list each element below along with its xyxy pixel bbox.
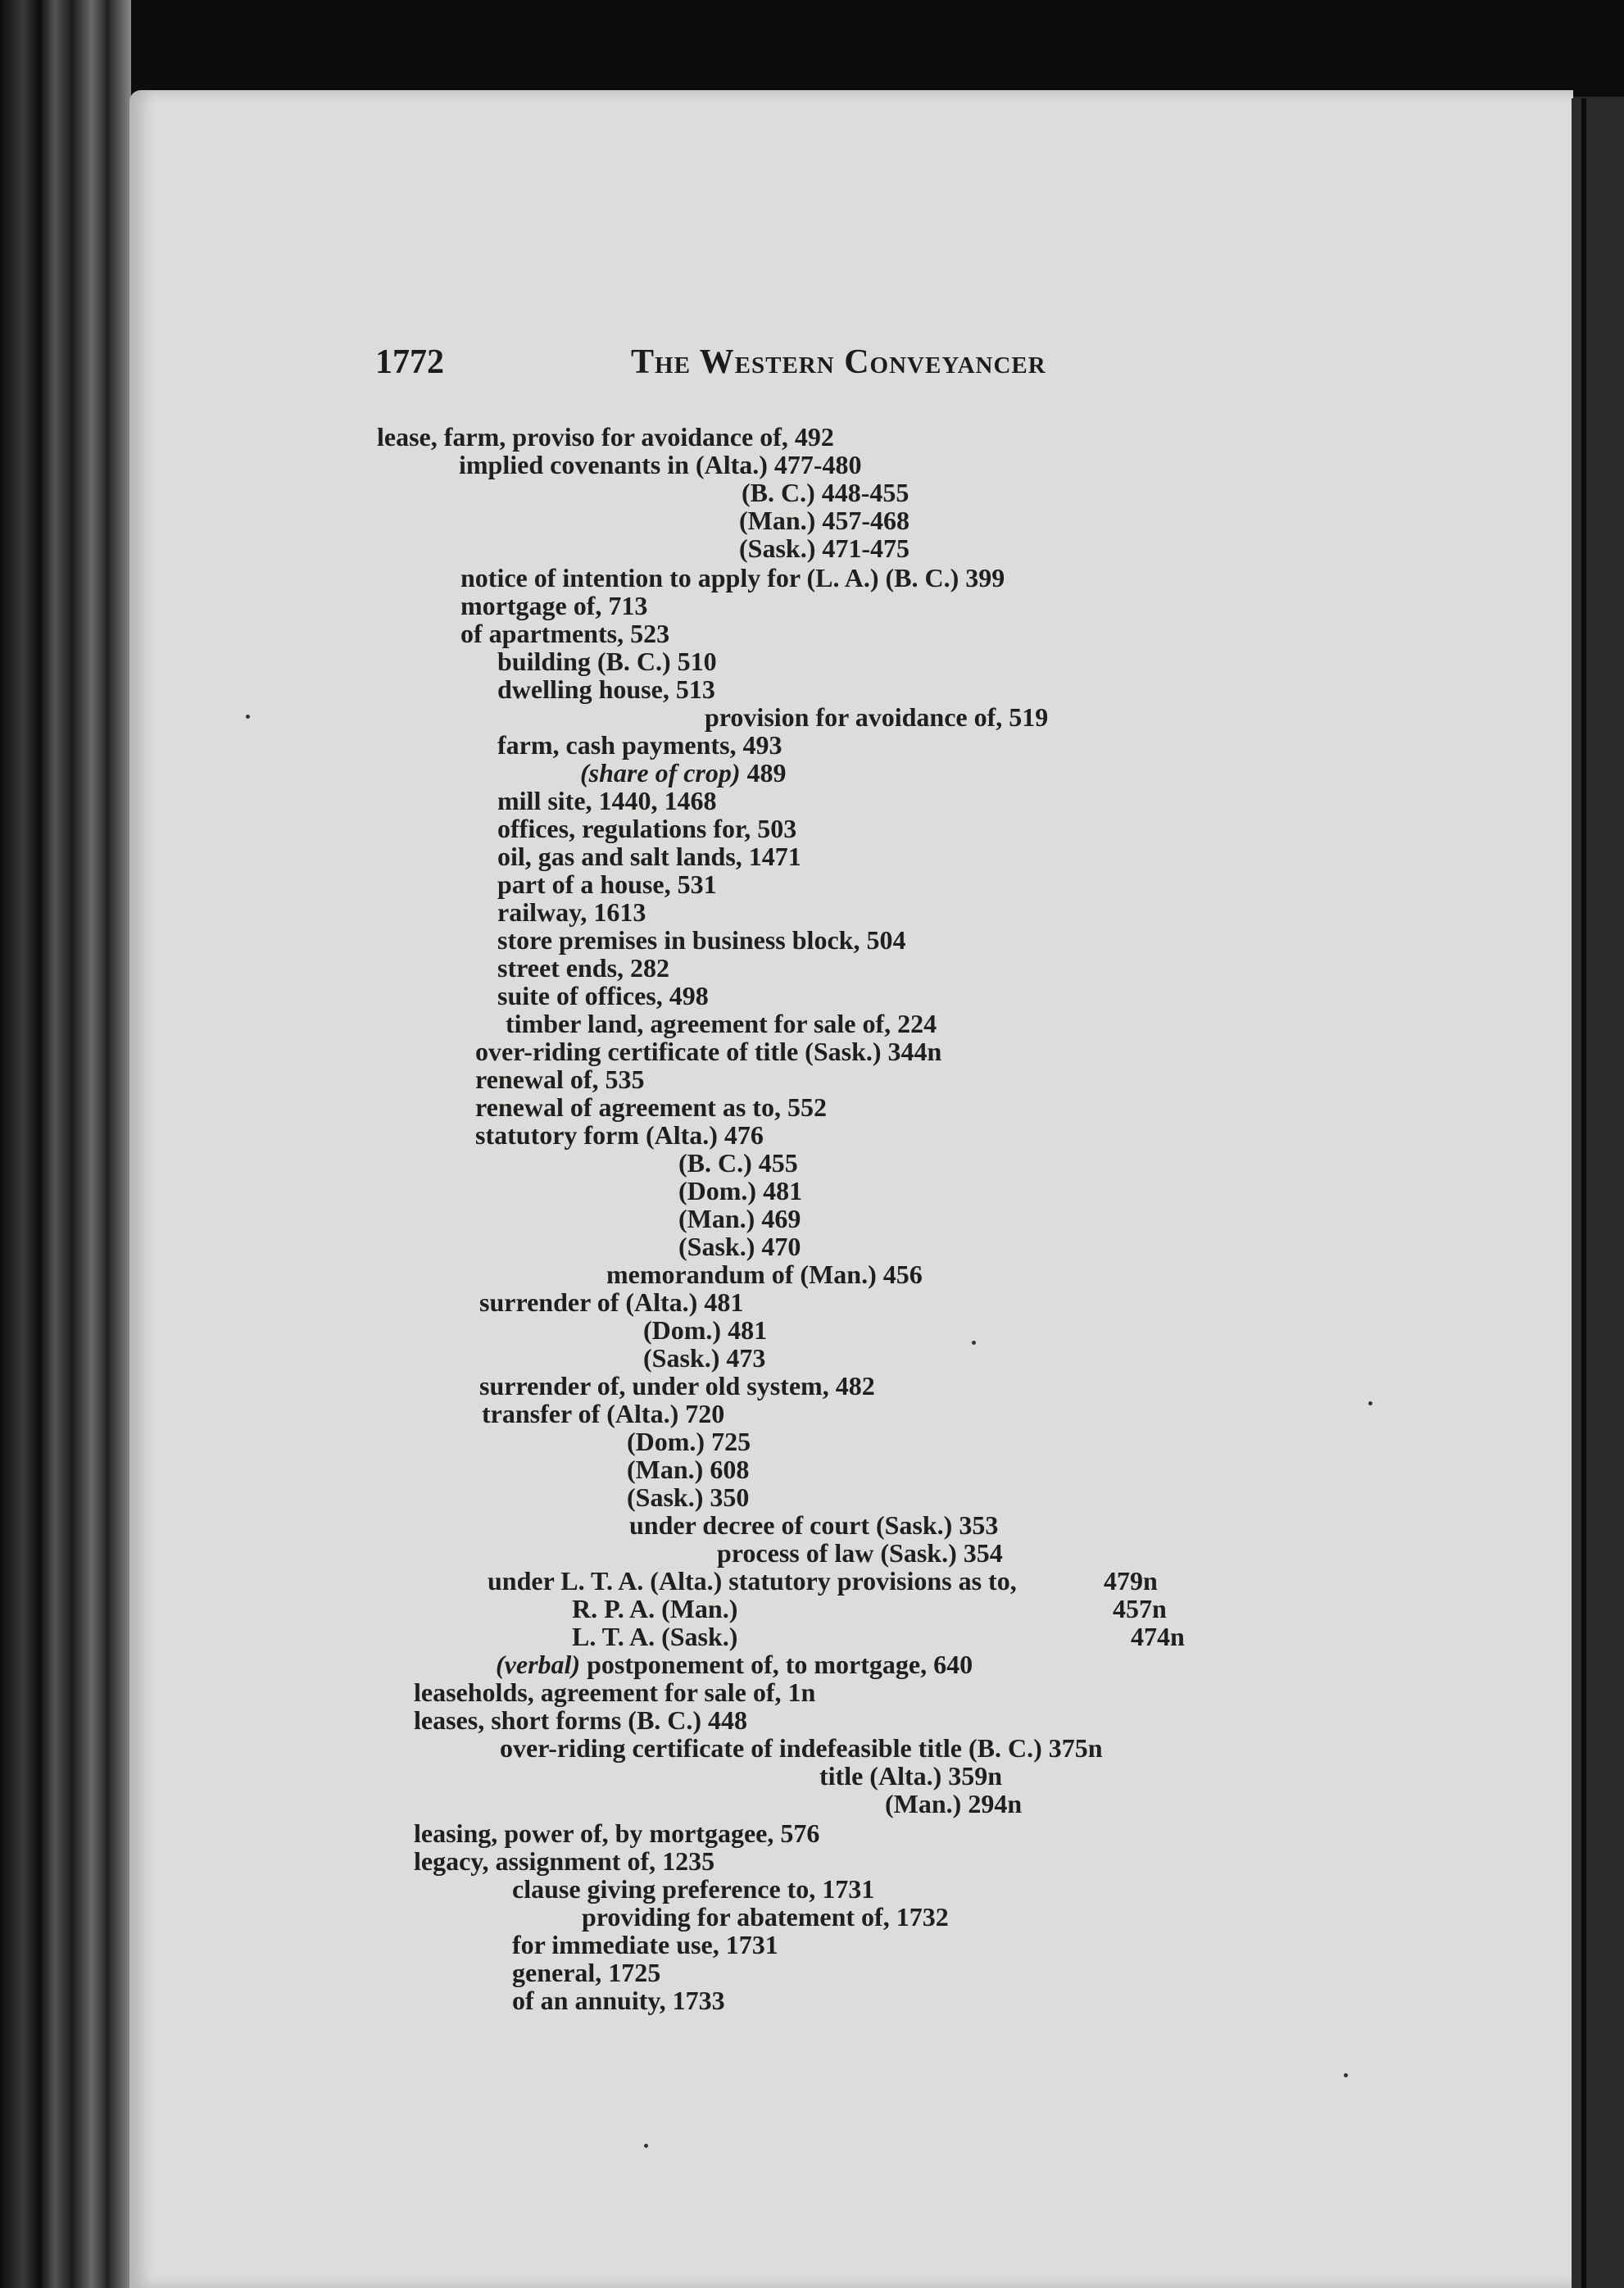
index-entry (512, 1986, 725, 2015)
index-entry (497, 647, 717, 676)
index-entry-text: renewal of, 535 (475, 1065, 645, 1094)
index-entry (497, 842, 801, 871)
index-entry (739, 533, 910, 563)
index-entry-text: leasing, power of, by mortgagee, 576 (414, 1818, 820, 1848)
index-entry (819, 1761, 1002, 1791)
index-entry-text: legacy, assignment of, 1235 (414, 1846, 715, 1876)
index-entry (643, 1343, 765, 1373)
index-entry-text: (Man.) 457-468 (739, 506, 910, 535)
index-entry-text: postponement of, to mortgage, 640 (580, 1650, 973, 1679)
index-entry (459, 450, 862, 479)
index-entry (885, 1789, 1022, 1818)
index-entry (500, 1733, 1103, 1763)
index-entry-text: memorandum of (Man.) 456 (606, 1260, 923, 1289)
index-entry-ref: 474n (1131, 1622, 1185, 1651)
index-entry-text: surrender of (Alta.) 481 (479, 1287, 744, 1317)
index-entry-text: mortgage of, 713 (460, 591, 648, 620)
scan-top-border (0, 0, 1624, 97)
index-entry (717, 1538, 1003, 1568)
index-entry-text: oil, gas and salt lands, 1471 (497, 842, 801, 871)
index-entry-text: renewal of agreement as to, 552 (475, 1092, 827, 1122)
scan-speck (1344, 2073, 1348, 2077)
index-entry (497, 897, 646, 927)
index-entry (678, 1204, 801, 1233)
index-entry (497, 674, 715, 704)
index-entry-text: notice of intention to apply for (L. A.) (B. C.) 399 (460, 563, 1005, 592)
index-entry-text: (Sask.) 471-475 (739, 533, 910, 563)
index-entry-text: over-riding certificate of indefeasible title (B. C.) 375n (500, 1733, 1103, 1763)
index-entry (627, 1455, 749, 1484)
index-entry-text: R. P. A. (Man.) (572, 1594, 738, 1623)
index-entry (497, 953, 669, 983)
index-entry-text: railway, 1613 (497, 897, 646, 927)
index-entry-italic: (verbal) (496, 1650, 581, 1679)
index-entry-text: over-riding certificate of title (Sask.) 344n (475, 1037, 942, 1066)
scan-speck (1368, 1401, 1372, 1405)
index-entry (414, 1705, 747, 1735)
index-entry (705, 702, 1048, 732)
index-entry-text: providing for abatement of, 1732 (582, 1902, 949, 1932)
index-entry-text: part of a house, 531 (497, 869, 717, 899)
index-entry-text: mill site, 1440, 1468 (497, 786, 717, 815)
index-entry (460, 619, 669, 648)
index-entry (678, 1148, 798, 1178)
index-entry-text: transfer of (Alta.) 720 (482, 1399, 725, 1428)
scan-speck (246, 715, 250, 719)
scan-right-border (1572, 98, 1624, 2288)
index-entry-text: suite of offices, 498 (497, 981, 709, 1010)
index-entry-text: leases, short forms (B. C.) 448 (414, 1705, 748, 1735)
index-entry-italic: (share of crop) (580, 758, 741, 788)
index-entry-text: lease, farm, proviso for avoidance of, 492 (377, 422, 834, 452)
index-entry (377, 422, 834, 452)
index-entry-ref: 479n (1104, 1566, 1158, 1596)
index-entry (479, 1371, 875, 1400)
index-entry-text: general, 1725 (512, 1958, 661, 1987)
index-entry-text: dwelling house, 513 (497, 674, 715, 704)
index-entry-text: (Sask.) 350 (627, 1482, 750, 1512)
index-entry-text: (Dom.) 481 (643, 1315, 768, 1345)
index-entry-text: leaseholds, agreement for sale of, 1n (414, 1677, 816, 1707)
index-entry (497, 730, 783, 760)
index-entry (643, 1315, 767, 1345)
index-entry-text: provision for avoidance of, 519 (705, 702, 1049, 732)
index-entry (739, 506, 910, 535)
index-entry-text: (Man.) 469 (678, 1204, 801, 1233)
index-entry (606, 1260, 923, 1289)
index-entry (572, 1622, 737, 1651)
index-entry-text: (Sask.) 473 (643, 1343, 766, 1373)
index-entry-text: of an annuity, 1733 (512, 1986, 725, 2015)
index-entry (497, 786, 717, 815)
index-entry (475, 1092, 827, 1122)
scan-speck (644, 2144, 648, 2148)
index-entry (479, 1287, 743, 1317)
index-entry-text: title (Alta.) 359n (819, 1761, 1003, 1791)
index-entry (414, 1846, 714, 1876)
index-entry-text: store premises in business block, 504 (497, 925, 906, 955)
index-entry-text: street ends, 282 (497, 953, 670, 983)
index-entry-text: (Man.) 294n (885, 1789, 1023, 1818)
index-entry (629, 1510, 998, 1540)
index-entry (582, 1902, 949, 1932)
index-entry (497, 925, 905, 955)
index-entry-text: L. T. A. (Sask.) (572, 1622, 738, 1651)
index-entry (414, 1677, 815, 1707)
index-entry-text: surrender of, under old system, 482 (479, 1371, 875, 1400)
index-entry (497, 981, 709, 1010)
index-entry-text: implied covenants in (Alta.) 477-480 (459, 450, 862, 479)
index-entry (497, 814, 796, 843)
index-entry-text: (Sask.) 470 (678, 1232, 801, 1261)
scan-speck (972, 1341, 976, 1345)
index-entry (460, 591, 647, 620)
index-entry (475, 1037, 941, 1066)
index-entry (627, 1427, 751, 1456)
index-entry-text: clause giving preference to, 1731 (512, 1874, 875, 1904)
index-entry-text: for immediate use, 1731 (512, 1930, 778, 1959)
index-entry-text: (B. C.) 455 (678, 1148, 798, 1178)
index-entry-text: of apartments, 523 (460, 619, 670, 648)
index-entry (482, 1399, 724, 1428)
index-entry (678, 1232, 801, 1261)
index-entry-text: farm, cash payments, 493 (497, 730, 783, 760)
index-entry-text: under L. T. A. (Alta.) statutory provisions as to, (488, 1566, 1017, 1596)
index-entry (512, 1958, 660, 1987)
index-entry (475, 1065, 644, 1094)
index-entry-text: (Dom.) 481 (678, 1176, 803, 1205)
index-entry (742, 478, 909, 507)
index-entry (678, 1176, 802, 1205)
index-entry (460, 563, 1005, 592)
index-entry (580, 758, 787, 788)
index-entry-text: process of law (Sask.) 354 (717, 1538, 1003, 1568)
index-entry-text: (Dom.) 725 (627, 1427, 751, 1456)
index-entry (512, 1874, 874, 1904)
index-entry (627, 1482, 749, 1512)
index-entry (496, 1650, 973, 1679)
index-entry-text: offices, regulations for, 503 (497, 814, 797, 843)
page-edge-line (1581, 98, 1586, 2288)
index-entry-text: under decree of court (Sask.) 353 (629, 1510, 999, 1540)
index-entry-ref: 457n (1113, 1594, 1167, 1623)
book-binding (0, 0, 131, 2288)
index-entry-text: timber land, agreement for sale of, 224 (506, 1009, 937, 1038)
index-entry (506, 1009, 937, 1038)
index-entry (512, 1930, 778, 1959)
index-entry-text: 489 (740, 758, 787, 788)
index-entry-text: (Man.) 608 (627, 1455, 750, 1484)
index-entry-text: (B. C.) 448-455 (742, 478, 910, 507)
page-number: 1772 (375, 343, 444, 381)
running-head: The Western Conveyancer (631, 343, 1046, 381)
index-entry (414, 1818, 819, 1848)
page (129, 90, 1573, 2288)
index-entry (488, 1566, 1017, 1596)
index-entry-text: building (B. C.) 510 (497, 647, 717, 676)
index-entry (475, 1120, 764, 1150)
index-entry-text: statutory form (Alta.) 476 (475, 1120, 764, 1150)
index-entry (497, 869, 717, 899)
index-entry (572, 1594, 737, 1623)
